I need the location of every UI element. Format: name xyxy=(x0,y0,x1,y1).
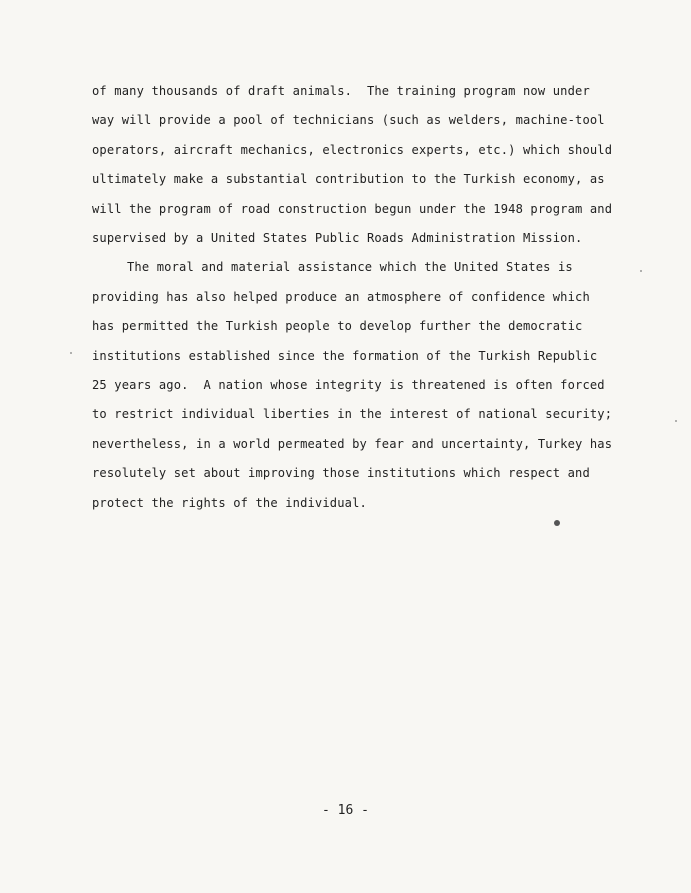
ink-speck xyxy=(554,520,560,526)
text-line: ultimately make a substantial contribution to the Turkish economy, as xyxy=(92,172,605,187)
text-line: operators, aircraft mechanics, electronics experts, etc.) which should xyxy=(92,142,613,157)
ink-speck xyxy=(640,270,642,272)
text-line: has permitted the Turkish people to develop further the democratic xyxy=(92,319,583,334)
text-line: 25 years ago. A nation whose integrity is threatened is often forced xyxy=(92,378,605,393)
text-line: to restrict individual liberties in the interest of national security; xyxy=(92,407,613,422)
text-line: resolutely set about improving those institutions which respect and xyxy=(92,466,590,481)
text-line: of many thousands of draft animals. The training program now under xyxy=(92,84,590,98)
text-line: way will provide a pool of technicians (such as welders, machine-tool xyxy=(92,113,605,128)
text-line: will the program of road construction begun under the 1948 program and xyxy=(92,201,613,216)
ink-speck xyxy=(70,352,72,354)
text-line: providing has also helped produce an atmosphere of confidence which xyxy=(92,289,590,304)
text-line: The moral and material assistance which the United States is xyxy=(127,260,573,275)
text-line: protect the rights of the individual. xyxy=(92,495,367,510)
text-line: nevertheless, in a world permeated by fear and uncertainty, Turkey has xyxy=(92,436,613,451)
text-line: institutions established since the formation of the Turkish Republic xyxy=(92,348,598,363)
ink-speck xyxy=(675,420,677,422)
page-number: - 16 - xyxy=(322,803,369,818)
text-line: supervised by a United States Public Roads Administration Mission. xyxy=(92,231,583,246)
body-text xyxy=(92,77,612,518)
